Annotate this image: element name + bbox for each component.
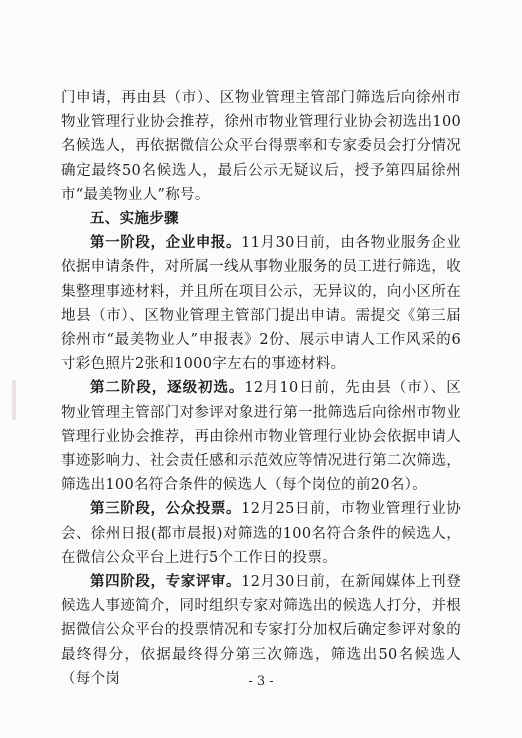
step-paragraph-3	[61, 497, 461, 570]
step-text-1: 11月30日前，由各物业服务企业依据申请条件，对所属一线从事物业服务的员工进行筛选，收集整理事迹材料，并且所在项目公示，无异议的，向小区所在地县（市）、区物业管理主管部门提出申请。需提交《第三届徐州市“最美物业人”申报表》2份、展示申请人工作风采的6寸彩色照片2张和1000字左右的事迹材料。	[61, 235, 461, 373]
step-stage-2: 第二阶段，逐级初选。	[90, 379, 245, 397]
document-body	[61, 86, 461, 691]
step-paragraph-4	[61, 570, 461, 691]
section-heading: 五、实施步骤	[90, 210, 179, 228]
step-paragraph-2	[61, 376, 461, 497]
step-paragraph-1	[61, 231, 461, 376]
step-text-4: 12月30日前，在新闻媒体上刊登候选人事迹简介，同时组织专家对筛选出的候选人打分，并根据微信公众平台的投票情况和专家打分加权后确定参评对象的最终得分，依据最终得分第三次筛选，筛选出50名候选人（每个岗	[61, 574, 461, 687]
intro-paragraph: 门申请，再由县（市）、区物业管理主管部门筛选后向徐州市物业管理行业协会推荐，徐州市物业管理行业协会初选出100名候选人，再依据微信公众平台得票率和专家委员会打分情况确定最终50名候选人，最后公示无疑议后，授予第四届徐州市“最美物业人”称号。	[61, 90, 461, 203]
page-number: - 3 -	[248, 674, 274, 689]
binding-mark	[12, 380, 16, 420]
step-stage-3: 第三阶段，公众投票。	[90, 500, 242, 518]
step-text-3: 12月25日前，市物业管理行业协会、徐州日报(都市晨报)对筛选的100名符合条件的候选人，在微信公众平台上进行5个工作日的投票。	[61, 501, 461, 566]
step-stage-4: 第四阶段，专家评审。	[90, 573, 242, 591]
step-stage-1: 第一阶段，企业申报。	[90, 234, 242, 252]
step-text-2: 12月10日前，先由县（市）、区物业管理主管部门对参评对象进行第一批筛选后向徐州市物业管理行业协会推荐，再由徐州市物业管理行业协会依据申请人事迹影响力、社会责任感和示范效应等情况进行第二次筛选，筛选出100名符合条件的候选人（每个岗位的前20名）。	[61, 380, 462, 494]
